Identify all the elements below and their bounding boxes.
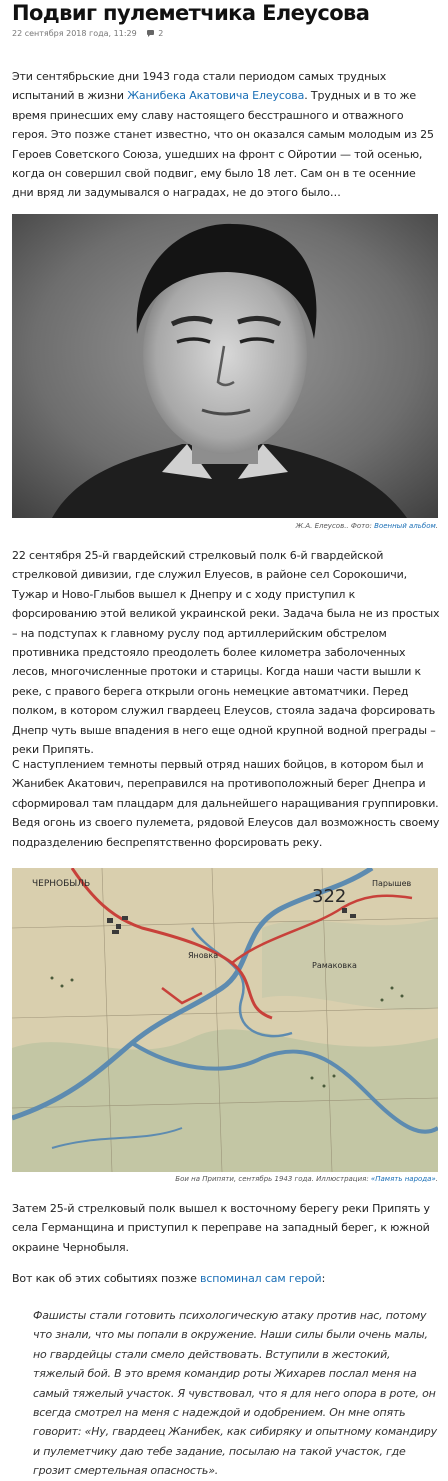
battle-map-image bbox=[12, 868, 438, 1172]
paragraph-text: . Трудных и в то же время принесших ему славу настоящего бесстрашного и отважного героя. Это позже станет известно, что он оказался самым молодым из 25 Героев Советского Союза, ушедших на фронт с Ойротии — той осенью, когда он совершил свой подвиг, ему было 18 лет. Сам он в те осенние дни вряд ли задумывался о наградах, не до этого было… bbox=[12, 89, 434, 200]
paragraph-recollection bbox=[12, 1269, 440, 1288]
paragraph-text: Эти сентябрьские дни 1943 года стали периодом самых трудных испытаний в жизни bbox=[12, 70, 387, 103]
portrait-photo bbox=[12, 214, 438, 518]
paragraph-pripyat: Затем 25-й стрелковый полк вышел к восточному берегу реки Припять у села Германщина и приступил к переправе на западный берег, к южной окраине Чернобыля. bbox=[12, 1202, 430, 1254]
comments-count: 2 bbox=[158, 29, 164, 38]
map-label-paryshev: Парышев bbox=[372, 879, 412, 888]
battle-map-photo bbox=[12, 868, 438, 1172]
article-meta bbox=[12, 28, 163, 39]
hero-quote: Фашисты стали готовить психологическую атаку против нас, потому что знали, что мы попали в окружение. Наши силы были очень малы, но гвардейцы стали смело действовать. Вступили в жестокий, тяжелый бой. В это время командир роты Жихарев послал меня на самый тяжелый участок. Я чувствовал, что я для него опора в роте, он всегда смотрел на меня с надеждой и одобрением. Он мне опять говорит: «Ну, гвардеец Жанибек, как сибиряку и опытному командиру и пулеметчику даю тебе задание, посылаю на такой участок, где грозит смертельная опасность». bbox=[33, 1309, 437, 1478]
paragraph-text: : bbox=[321, 1272, 326, 1285]
comments-link[interactable] bbox=[147, 29, 163, 38]
hero-name-link[interactable]: Жанибека Акатовича Елеусова bbox=[127, 89, 305, 103]
page-title: Подвиг пулеметчика Елеусова bbox=[12, 1, 370, 25]
article-date: 22 сентября 2018 года, 11:29 bbox=[12, 29, 137, 38]
comment-icon bbox=[147, 30, 154, 35]
map-caption: Бои на Припяти, сентябрь 1943 года. Иллюстрация: «Память народа». bbox=[175, 1175, 438, 1183]
map-label-number: 322 bbox=[312, 886, 347, 907]
map-label-ramakovka: Рамаковка bbox=[312, 961, 357, 970]
caption-text: Бои на Припяти, сентябрь 1943 года. Иллюстрация: bbox=[175, 1175, 371, 1183]
caption-source-link[interactable]: Военный альбом bbox=[374, 522, 436, 530]
caption-text: Ж.А. Елеусов.. Фото: bbox=[295, 522, 375, 530]
hero-memoir-link[interactable]: вспоминал сам герой bbox=[200, 1272, 322, 1285]
map-label-chernobyl: ЧЕРНОБЫЛЬ bbox=[32, 879, 91, 889]
caption-source-link[interactable]: «Память народа» bbox=[370, 1175, 436, 1183]
paragraph-dnieper: 22 сентября 25-й гвардейский стрелковый полк 6-й гвардейской стрелковой дивизии, где служил Елуесов, в районе сел Сорокошичи, Тужар и Ново-Глыбов вышел к Днепру и с ходу приступил к форсированию этой великой украинской реки. Задача была не из простых – на подступах к главному руслу под артиллерийским обстрелом противника предстояло преодолеть более километра заболоченных лесов, многочисленные протоки и старицы. Когда наши части вышли к реке, с правого берега открыли огонь немецкие автоматчики. Перед полком, в котором служил гвардеец Елеусов, стояла задача форсировать Днепр чуть выше впадения в него еще одной крупной водной преграды – реки Припять. bbox=[12, 549, 440, 757]
paragraph-bridgehead: С наступлением темноты первый отряд наших бойцов, в котором был и Жанибек Акатович, переправился на противоположный берег Днепра и сформировал там плацдарм для дальнейшего наращивания группировки. Ведя огонь из своего пулемета, рядовой Елеусов дал возможность своему подразделению беспрепятственно форсировать реку. bbox=[12, 758, 440, 849]
portrait-caption: Ж.А. Елеусов.. Фото: Военный альбом. bbox=[295, 522, 438, 530]
paragraph-intro bbox=[12, 67, 440, 203]
portrait-image bbox=[12, 214, 438, 518]
paragraph-text: Вот как об этих событиях позже bbox=[12, 1272, 201, 1285]
map-label-yanovka: Яновка bbox=[188, 951, 219, 960]
